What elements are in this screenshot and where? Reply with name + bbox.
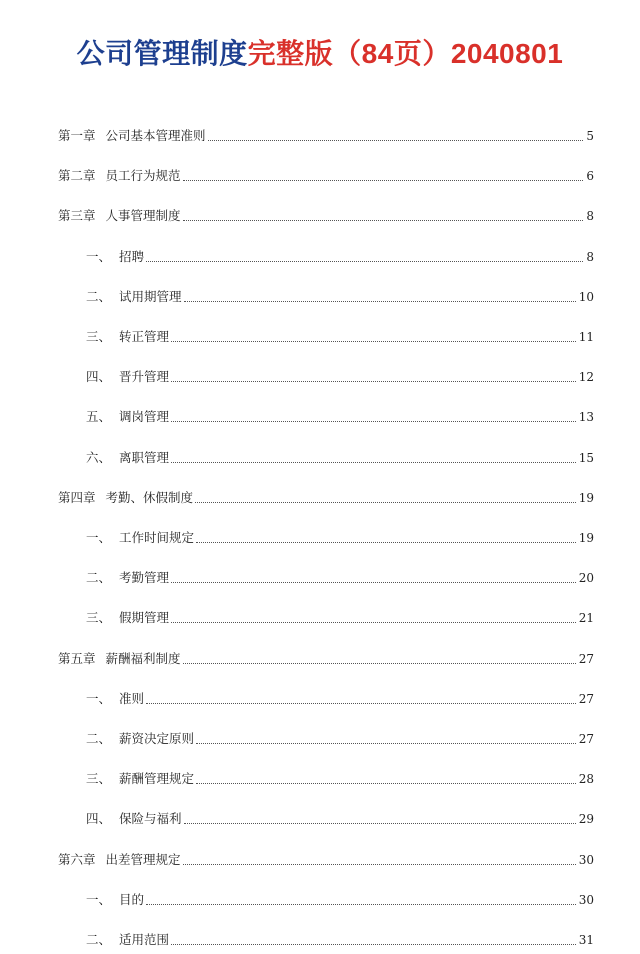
dot-leader (146, 904, 576, 905)
toc-entry-title: 薪酬福利制度 (105, 650, 181, 666)
toc-entry-title: 假期管理 (119, 610, 170, 626)
toc-entry[interactable] (0, 126, 640, 146)
toc-entry-title: 保险与福利 (119, 811, 182, 827)
toc-entry[interactable] (0, 407, 640, 427)
toc-entry-heading (86, 247, 144, 267)
page-number: 31 (578, 933, 594, 947)
section-number: 二、 (86, 288, 112, 304)
toc-entry-heading (86, 608, 169, 628)
toc-entry-title: 目的 (119, 891, 145, 907)
page-number: 15 (578, 450, 594, 465)
toc-entry-heading (58, 126, 206, 146)
section-number: 三、 (86, 771, 112, 787)
toc-entry-title: 准则 (119, 690, 145, 706)
page-number: 27 (578, 732, 594, 746)
toc-entry-title: 人事管理制度 (105, 208, 181, 224)
toc-entry-title: 公司基本管理准则 (105, 128, 206, 143)
toc-entry[interactable] (0, 890, 640, 910)
toc-entry-title: 考勤、休假制度 (105, 489, 194, 505)
toc-entry-heading (86, 890, 144, 910)
toc-entry-title: 离职管理 (119, 449, 170, 465)
dot-leader (171, 462, 576, 463)
dot-leader (183, 220, 583, 221)
title-main: 公司管理制度 (76, 38, 248, 69)
dot-leader (183, 180, 583, 181)
toc-entry-title: 薪资决定原则 (119, 731, 195, 746)
chapter-number: 第一章 (58, 128, 96, 143)
title-suffix: 完整版（84页）2040801 (247, 38, 564, 69)
dot-leader (183, 864, 576, 865)
toc-entry-heading (86, 769, 194, 789)
toc-entry[interactable] (0, 206, 640, 226)
toc-entry-heading (58, 166, 181, 186)
section-number: 一、 (86, 530, 112, 545)
toc-entry[interactable] (0, 287, 640, 307)
dot-leader (195, 502, 576, 503)
toc-entry[interactable] (0, 649, 640, 669)
toc-entry[interactable] (0, 448, 640, 468)
dot-leader (184, 301, 576, 302)
toc-entry[interactable] (0, 166, 640, 186)
chapter-number: 第二章 (58, 168, 96, 184)
dot-leader (171, 622, 576, 623)
toc-entry[interactable] (0, 568, 640, 588)
section-number: 一、 (86, 891, 112, 907)
toc-entry-title: 工作时间规定 (119, 530, 195, 545)
section-number: 三、 (86, 329, 112, 344)
toc-entry[interactable] (0, 930, 640, 950)
chapter-number: 第三章 (58, 208, 96, 224)
chapter-number: 第六章 (58, 851, 96, 867)
toc-entry-title: 晋升管理 (119, 369, 170, 385)
toc-entry-title: 员工行为规范 (105, 168, 181, 184)
toc-entry-title: 薪酬管理规定 (119, 771, 195, 787)
page-number: 10 (578, 289, 594, 304)
toc-entry-title: 招聘 (119, 248, 145, 264)
dot-leader (171, 421, 576, 422)
dot-leader (196, 743, 576, 744)
dot-leader (171, 582, 576, 583)
dot-leader (196, 542, 576, 543)
page-number: 21 (578, 611, 594, 626)
toc-entry[interactable] (0, 327, 640, 347)
chapter-number: 第五章 (58, 650, 96, 666)
toc-entry-heading (86, 528, 194, 548)
section-number: 四、 (86, 369, 112, 385)
section-number: 二、 (86, 932, 112, 947)
toc-entry-title: 试用期管理 (119, 288, 182, 304)
page-number: 5 (586, 129, 594, 143)
toc-entry[interactable] (0, 247, 640, 267)
page-number: 11 (578, 330, 594, 344)
toc-entry-heading (58, 850, 181, 870)
page-number: 6 (586, 169, 594, 184)
dot-leader (208, 140, 583, 141)
dot-leader (171, 381, 576, 382)
page-number: 29 (578, 812, 594, 827)
section-number: 二、 (86, 570, 112, 586)
dot-leader (171, 341, 576, 342)
toc-entry-title: 考勤管理 (119, 570, 170, 586)
section-number: 一、 (86, 690, 112, 706)
toc-entry-heading (86, 407, 169, 427)
section-number: 四、 (86, 811, 112, 827)
toc-entry-heading (86, 568, 169, 588)
toc-entry[interactable] (0, 608, 640, 628)
toc-entry-heading (86, 367, 169, 387)
dot-leader (183, 663, 576, 664)
toc-entry-heading (86, 809, 182, 829)
dot-leader (171, 944, 576, 945)
section-number: 五、 (86, 409, 112, 425)
section-number: 三、 (86, 610, 112, 626)
toc-entry-heading (86, 448, 169, 468)
dot-leader (184, 823, 576, 824)
toc-entry[interactable] (0, 809, 640, 829)
toc-entry[interactable] (0, 367, 640, 387)
toc-entry[interactable] (0, 729, 640, 749)
dot-leader (146, 703, 576, 704)
toc-entry[interactable] (0, 488, 640, 508)
page-number: 19 (578, 531, 594, 545)
section-number: 一、 (86, 248, 112, 264)
chapter-number: 第四章 (58, 489, 96, 505)
dot-leader (146, 261, 583, 262)
toc-entry-heading (86, 930, 169, 950)
toc-entry[interactable] (0, 528, 640, 548)
section-number: 六、 (86, 449, 112, 465)
page-number: 30 (578, 892, 594, 907)
toc-entry-title: 适用范围 (119, 932, 170, 947)
toc-entry-heading (86, 327, 169, 347)
page-number: 19 (578, 490, 594, 505)
page-number: 27 (578, 651, 594, 666)
page-number: 12 (578, 370, 594, 385)
page-number: 8 (586, 249, 594, 264)
page-number: 28 (578, 772, 594, 787)
toc-entry-title: 调岗管理 (119, 409, 170, 425)
dot-leader (196, 783, 576, 784)
toc-entry-heading (58, 206, 181, 226)
section-number: 二、 (86, 731, 112, 746)
toc-entry[interactable] (0, 769, 640, 789)
page-number: 27 (578, 691, 594, 706)
page-number: 20 (578, 571, 594, 586)
toc-entry-heading (86, 689, 144, 709)
toc-entry-title: 出差管理规定 (105, 851, 181, 867)
page-number: 30 (578, 852, 594, 867)
toc-entry-heading (58, 488, 193, 508)
page-number: 8 (586, 209, 594, 224)
toc-entry-heading (86, 287, 182, 307)
toc-entry-title: 转正管理 (119, 329, 170, 344)
toc-entry[interactable] (0, 689, 640, 709)
toc-entry[interactable] (0, 850, 640, 870)
page-number: 13 (578, 410, 594, 425)
toc-entry-heading (58, 649, 181, 669)
toc-entry-heading (86, 729, 194, 749)
